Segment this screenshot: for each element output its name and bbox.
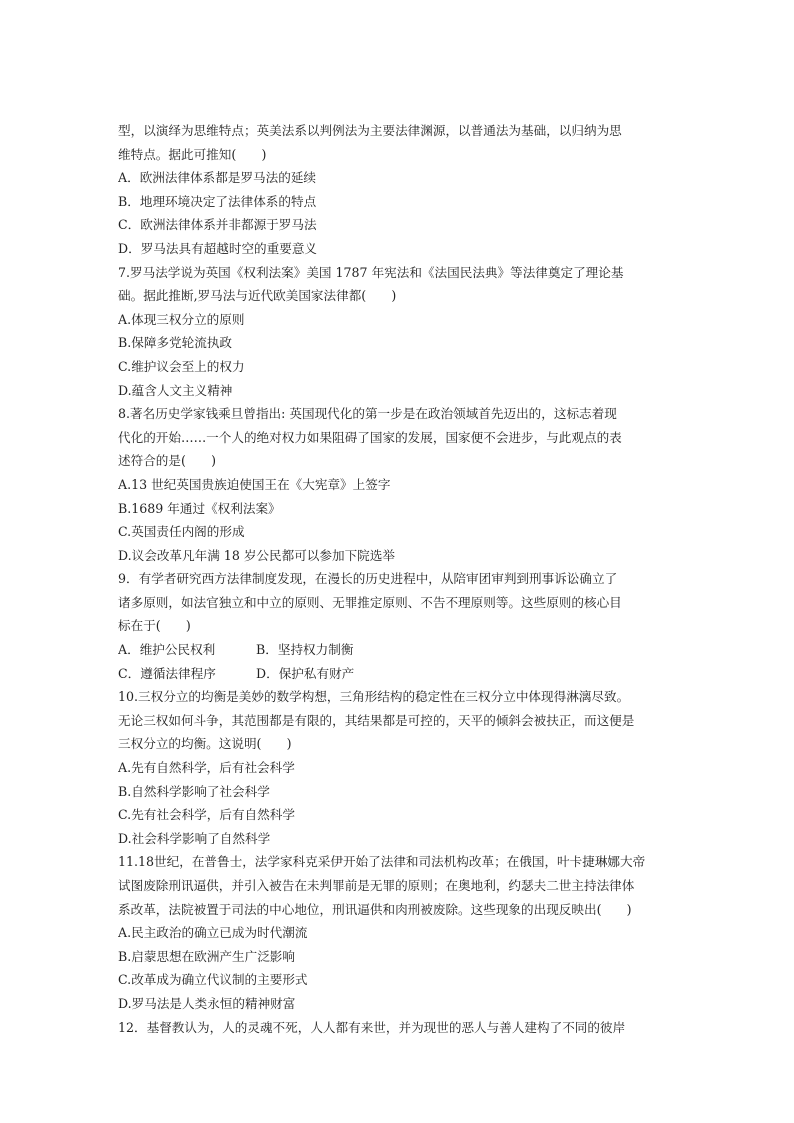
option-d: D.罗马法是人类永恒的精神财富 bbox=[118, 995, 296, 1011]
option-c: C.英国责任内阁的形成 bbox=[118, 524, 245, 540]
question-text-line: 7.罗马法学说为英国《权利法案》美国 1787 年宪法和《法国民法典》等法律奠定了理论基 bbox=[118, 264, 624, 280]
question-text-line: 述符合的是( ) bbox=[118, 453, 216, 469]
question-text-line: 三权分立的均衡。这说明( ) bbox=[118, 736, 292, 752]
option-c: C．欧洲法律体系并非都源于罗马法 bbox=[118, 217, 317, 233]
option-d: D．罗马法具有超越时空的重要意义 bbox=[118, 240, 318, 256]
option-b: B．坚持权力制衡 bbox=[256, 642, 354, 658]
question-9 bbox=[118, 567, 678, 685]
options-row bbox=[118, 662, 678, 686]
option-a: A．维护公民权利 bbox=[118, 642, 216, 658]
option-d: D.社会科学影响了自然科学 bbox=[118, 830, 271, 846]
question-text-line: 9．有学者研究西方法律制度发现，在漫长的历史进程中，从陪审团审判到刑事诉讼确立了 bbox=[118, 571, 618, 587]
option-c: C.改革成为确立代议制的主要形式 bbox=[118, 972, 308, 988]
question-text-line: 12．基督教认为，人的灵魂不死，人人都有来世，并为现世的恶人与善人建构了不同的彼岸 bbox=[118, 1019, 626, 1035]
question-text-line: 8.著名历史学家钱乘旦曾指出: 英国现代化的第一步是在政治领域首先迈出的，这标志着现 bbox=[118, 406, 617, 422]
options-row bbox=[118, 638, 678, 662]
question-text-line: 11.18世纪，在普鲁士，法学家科克采伊开始了法律和司法机构改革；在俄国，叶卡捷琳娜大帝 bbox=[118, 854, 646, 870]
option-d: D.议会改革凡年满 18 岁公民都可以参加下院选举 bbox=[118, 547, 395, 563]
exam-page bbox=[118, 119, 678, 1039]
question-7 bbox=[118, 261, 678, 403]
option-b: B.保障多党轮流执政 bbox=[118, 335, 233, 351]
question-text-line: 代化的开始……一个人的绝对权力如果阻碍了国家的发展，国家便不会进步，与此观点的表 bbox=[118, 429, 622, 445]
question-11 bbox=[118, 850, 678, 1015]
question-text-line: 系改革，法院被置于司法的中心地位，刑讯逼供和肉刑被废除。这些现象的出现反映出( ) bbox=[118, 901, 632, 917]
question-8 bbox=[118, 402, 678, 567]
option-b: B.1689 年通过《权利法案》 bbox=[118, 500, 281, 516]
option-c: C.维护议会至上的权力 bbox=[118, 358, 245, 374]
option-a: A.先有自然科学，后有社会科学 bbox=[118, 760, 295, 776]
option-b: B.自然科学影响了社会科学 bbox=[118, 783, 270, 799]
option-b: B.启蒙思想在欧洲产生广泛影响 bbox=[118, 948, 295, 964]
option-a: A.体现三权分立的原则 bbox=[118, 311, 245, 327]
question-text-line: 诸多原则，如法官独立和中立的原则、无罪推定原则、不告不理原则等。这些原则的核心目 bbox=[118, 594, 622, 610]
option-c: C．遵循法律程序 bbox=[118, 665, 216, 681]
question-text-line: 10.三权分立的均衡是美妙的数学构想，三角形结构的稳定性在三权分立中体现得淋漓尽致。 bbox=[118, 689, 630, 705]
question-10 bbox=[118, 685, 678, 850]
option-a: A.民主政治的确立已成为时代潮流 bbox=[118, 925, 308, 941]
question-12 bbox=[118, 1016, 678, 1040]
question-text-line: 试图废除刑讯逼供，并引入被告在未判罪前是无罪的原则；在奥地利，约瑟夫二世主持法律体 bbox=[118, 878, 635, 893]
option-c: C.先有社会科学，后有自然科学 bbox=[118, 807, 295, 823]
question-text-line: 型，以演绎为思维特点；英美法系以判例法为主要法律渊源，以普通法为基础，以归纳为思 bbox=[118, 123, 622, 138]
option-a: A.13 世纪英国贵族迫使国王在《大宪章》上签字 bbox=[118, 476, 391, 492]
question-text-line: 础。据此推断,罗马法与近代欧美国家法律都( ) bbox=[118, 288, 397, 304]
option-d: D．保护私有财产 bbox=[256, 665, 355, 681]
question-text-line: 维特点。据此可推知( ) bbox=[118, 146, 267, 162]
option-d: D.蕴含人文主义精神 bbox=[118, 382, 233, 398]
question-6-continuation bbox=[118, 119, 678, 261]
option-b: B．地理环境决定了法律体系的特点 bbox=[118, 193, 317, 209]
question-text-line: 标在于( ) bbox=[118, 618, 191, 634]
question-text-line: 无论三权如何斗争，其范围都是有限的，其结果都是可控的，天平的倾斜会被扶正，而这便是 bbox=[118, 712, 635, 728]
option-a: A．欧洲法律体系都是罗马法的延续 bbox=[118, 170, 317, 186]
